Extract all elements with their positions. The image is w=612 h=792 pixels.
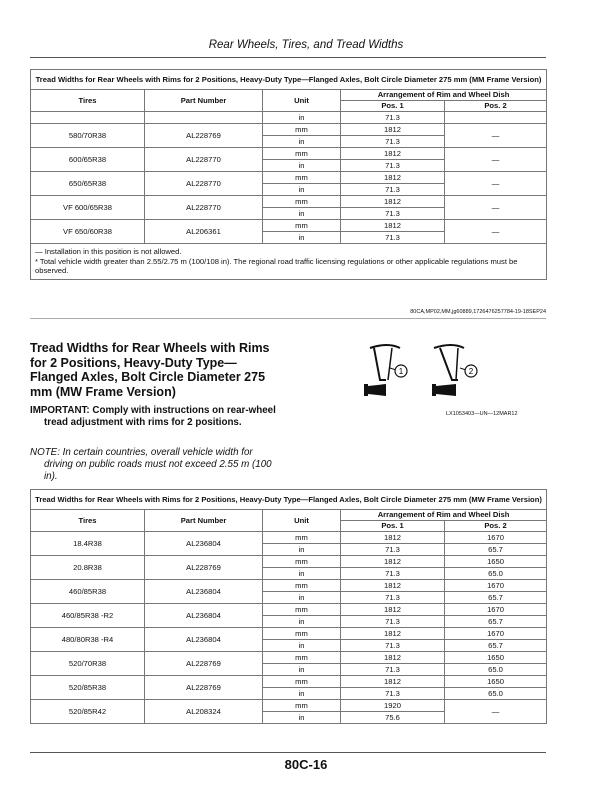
unit-cell: mm [263,652,341,664]
pos1-cell: 71.3 [341,688,445,700]
pos2-cell: 65.7 [445,544,547,556]
table-row [31,148,547,160]
pos1-cell: 71.3 [341,568,445,580]
part-number-cell: AL206361 [145,220,263,244]
unit-cell: in [263,616,341,628]
tire-cell: 600/65R38 [31,148,145,172]
unit-cell: mm [263,676,341,688]
pos1-cell: 1812 [341,676,445,688]
pos1-cell: 71.3 [341,112,445,124]
table-caption: Tread Widths for Rear Wheels with Rims for 2 Positions, Heavy-Duty Type—Flanged Axles, Bolt Circle Diameter 275 mm (MW Frame Version) [31,490,547,510]
column-header-pos2: Pos. 2 [445,101,547,112]
part-number-cell: AL228769 [145,556,263,580]
tire-cell: 520/85R38 [31,676,145,700]
part-number-cell: AL236804 [145,604,263,628]
pos2-cell: 1650 [445,652,547,664]
pos1-cell: 71.3 [341,184,445,196]
pos1-cell: 1812 [341,196,445,208]
section-divider [30,318,546,319]
pos2-cell: 65.7 [445,640,547,652]
table-row [31,196,547,208]
unit-cell: in [263,160,341,172]
tire-cell: 460/85R38 [31,580,145,604]
footer-divider [30,752,546,753]
note-body: NOTE: In certain countries, overall vehicle width for driving on public roads must not exceed 2.55 m (100 in). [30,447,272,482]
column-header-part-number: Part Number [145,510,263,532]
note-total-width: * Total vehicle width greater than 2.55/2.75 m (100/108 in). The regional road traffic licensing regulations or other applicable regulations must be observed. [35,256,518,275]
pos1-cell: 71.3 [341,136,445,148]
pos2-cell: — [445,124,547,148]
pos2-cell: — [445,172,547,196]
unit-cell: in [263,136,341,148]
pos1-cell: 1812 [341,628,445,640]
unit-cell: in [263,640,341,652]
pos2-cell: — [445,196,547,220]
unit-cell: mm [263,148,341,160]
pos2-cell: 1670 [445,628,547,640]
unit-cell: in [263,712,341,724]
tire-cell: 580/70R38 [31,124,145,148]
pos1-cell: 1812 [341,652,445,664]
pos2-cell: 1650 [445,676,547,688]
unit-cell: in [263,544,341,556]
pos1-cell: 75.6 [341,712,445,724]
part-number-cell: AL228769 [145,652,263,676]
pos1-cell: 71.3 [341,232,445,244]
pos1-cell: 1812 [341,124,445,136]
pos2-cell: — [445,700,547,724]
pos1-cell: 1920 [341,700,445,712]
figure-callout-2: 2 [468,367,474,376]
pos2-cell: — [445,148,547,172]
figure-callout-1: 1 [398,367,404,376]
tire-cell: 460/85R38 -R2 [31,604,145,628]
column-header-arrangement: Arrangement of Rim and Wheel Dish [341,510,547,521]
section-title: Tread Widths for Rear Wheels with Rims for 2 Positions, Heavy-Duty Type—Flanged Axles, Bolt Circle Diameter 275 mm (MW Frame Version) [30,341,270,399]
table-row [31,652,547,664]
pos1-cell: 71.3 [341,544,445,556]
table-row [31,628,547,640]
unit-cell: mm [263,700,341,712]
tire-cell: 18.4R38 [31,532,145,556]
reference-id: 80CA,MP02,MM,jg60889,1726476257784-19-18SEP24 [410,309,546,315]
table-row [31,676,547,688]
page-number: 80C-16 [284,757,328,772]
tire-cell: 20.8R38 [31,556,145,580]
column-header-tires: Tires [31,90,145,112]
unit-cell: mm [263,532,341,544]
pos1-cell: 1812 [341,532,445,544]
header-divider [30,57,546,58]
unit-cell: mm [263,604,341,616]
important-notice [30,405,292,429]
unit-cell: in [263,112,341,124]
column-header-part-number: Part Number [145,90,263,112]
table-row [31,124,547,136]
column-header-pos2: Pos. 2 [445,521,547,532]
table-row [31,700,547,712]
part-number-cell: AL228770 [145,172,263,196]
unit-cell: in [263,688,341,700]
unit-cell: in [263,208,341,220]
important-text: IMPORTANT: Comply with instructions on rear-wheel tread adjustment with rims for 2 positions. [30,405,276,428]
note-not-allowed: — Installation in this position is not allowed. [35,247,182,256]
unit-cell: mm [263,172,341,184]
part-number-cell: AL228770 [145,196,263,220]
pos2-cell: 1670 [445,532,547,544]
tire-cell: 520/85R42 [31,700,145,724]
unit-cell: mm [263,556,341,568]
pos2-cell: — [445,220,547,244]
pos2-cell: 1670 [445,604,547,616]
pos1-cell: 1812 [341,604,445,616]
part-number-cell: AL236804 [145,580,263,604]
unit-cell: in [263,568,341,580]
unit-cell: mm [263,628,341,640]
column-header-tires: Tires [31,510,145,532]
part-number-cell: AL228770 [145,148,263,172]
unit-cell: in [263,232,341,244]
pos2-cell: 65.7 [445,592,547,604]
pos2-cell: 1650 [445,556,547,568]
figure-id: LX1053403—UN—12MAR12 [446,411,518,417]
pos1-cell: 1812 [341,148,445,160]
pos1-cell: 1812 [341,556,445,568]
note-text [30,447,284,483]
table-row [31,172,547,184]
part-number-cell: AL236804 [145,532,263,556]
table-row [31,604,547,616]
unit-cell: mm [263,124,341,136]
pos2-cell: 65.0 [445,664,547,676]
pos1-cell: 71.3 [341,208,445,220]
pos1-cell: 71.3 [341,592,445,604]
pos1-cell: 71.3 [341,640,445,652]
pos2-cell: 65.7 [445,616,547,628]
tire-cell: 480/80R38 -R4 [31,628,145,652]
pos2-cell: 65.0 [445,688,547,700]
pos1-cell: 1812 [341,220,445,232]
table-row [31,556,547,568]
column-header-unit: Unit [263,90,341,112]
tread-width-table-mm [30,69,547,280]
column-header-unit: Unit [263,510,341,532]
table-row [31,580,547,592]
table-row [31,220,547,232]
column-header-pos1: Pos. 1 [341,521,445,532]
unit-cell: in [263,184,341,196]
pos1-cell: 71.3 [341,160,445,172]
pos1-cell: 1812 [341,172,445,184]
tire-cell: 650/65R38 [31,172,145,196]
unit-cell: mm [263,220,341,232]
tread-width-table-mw [30,489,547,724]
rim-position-figure [360,340,510,410]
pos1-cell: 71.3 [341,664,445,676]
tire-cell: 520/70R38 [31,652,145,676]
unit-cell: in [263,592,341,604]
page-header: Rear Wheels, Tires, and Tread Widths [208,39,404,51]
part-number-cell: AL228769 [145,676,263,700]
table-caption: Tread Widths for Rear Wheels with Rims for 2 Positions, Heavy-Duty Type—Flanged Axles, Bolt Circle Diameter 275 mm (MM Frame Version) [31,70,547,90]
part-number-cell: AL228769 [145,124,263,148]
part-number-cell: AL236804 [145,628,263,652]
unit-cell: mm [263,196,341,208]
pos1-cell: 71.3 [341,616,445,628]
pos2-cell: 65.0 [445,568,547,580]
part-number-cell: AL208324 [145,700,263,724]
unit-cell: mm [263,580,341,592]
table-notes [31,244,547,280]
unit-cell: in [263,664,341,676]
tire-cell: VF 600/65R38 [31,196,145,220]
pos2-cell: 1670 [445,580,547,592]
table-row [31,532,547,544]
table-row [31,112,547,124]
tire-cell: VF 650/60R38 [31,220,145,244]
column-header-arrangement: Arrangement of Rim and Wheel Dish [341,90,547,101]
column-header-pos1: Pos. 1 [341,101,445,112]
pos1-cell: 1812 [341,580,445,592]
